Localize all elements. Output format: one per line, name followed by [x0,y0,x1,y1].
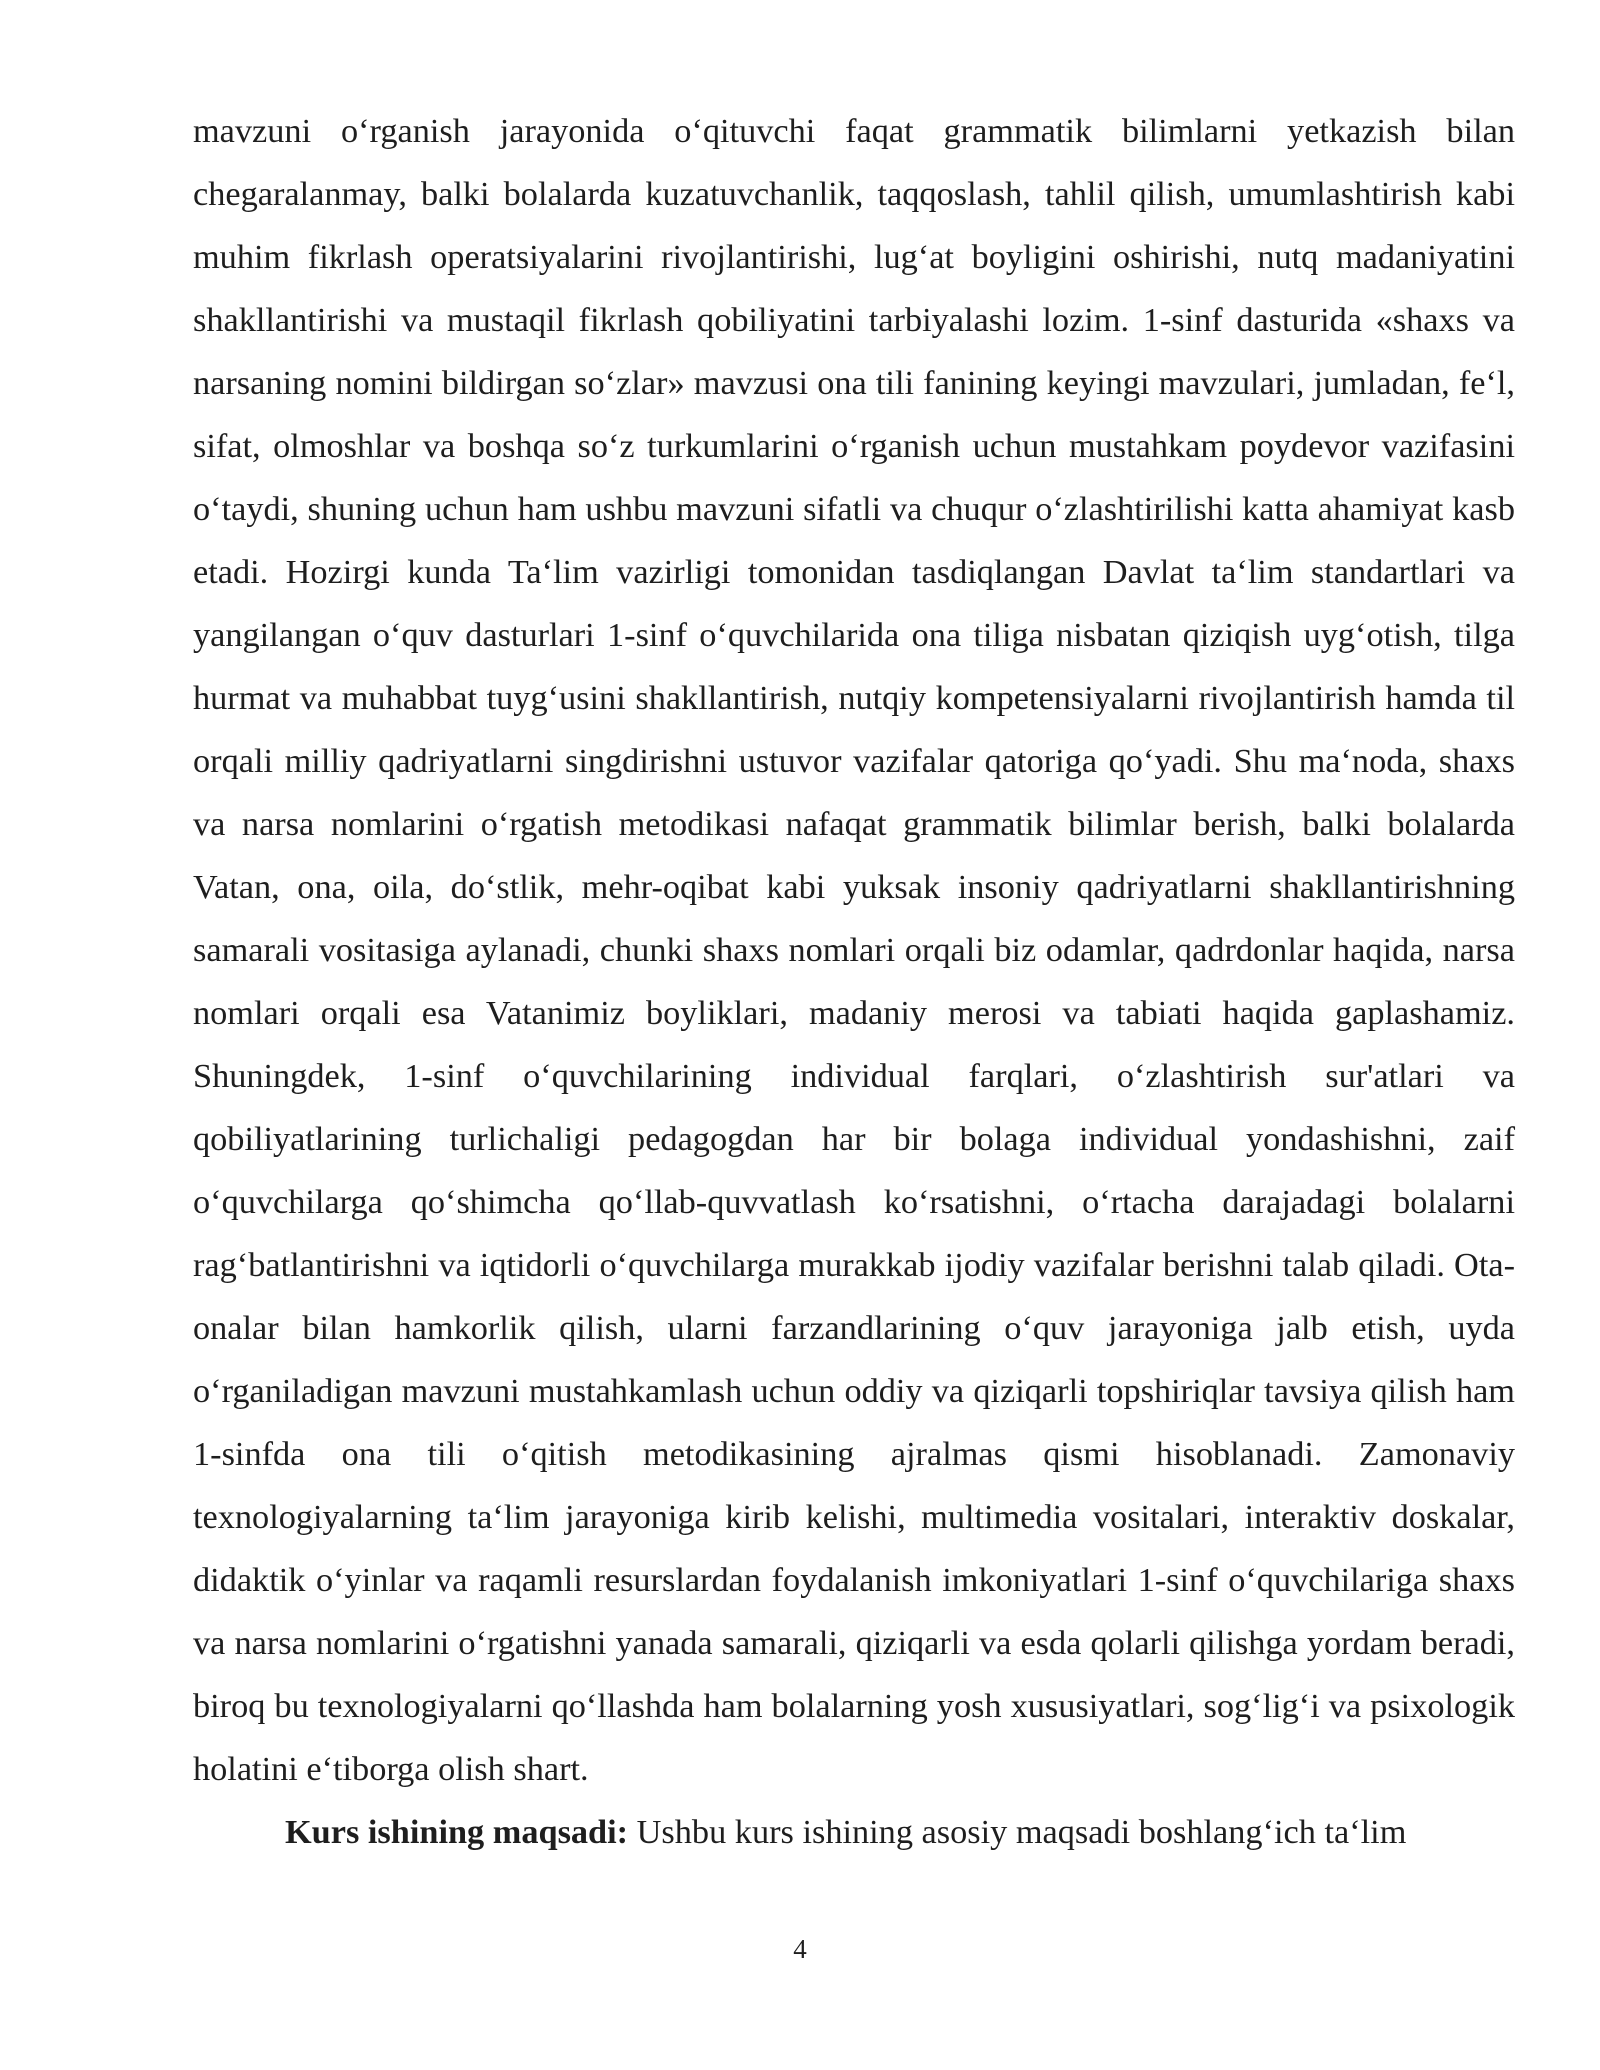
paragraph-main: mavzuni o‘rganish jarayonida o‘qituvchi faqat grammatik bilimlarni yetkazish bilan chegaralanmay, balki bolalarda kuzatuvchanlik, taqqoslash, tahlil qilish, umumlashtirish kabi muhim fikrlash operatsiyalarini rivojlantirishi, lug‘at boyligini oshirishi, nutq madaniyatini shakllantirishi va mustaqil fikrlash qobiliyatini tarbiyalashi lozim. 1-sinf dasturida «shaxs va narsaning nomini bildirgan so‘zlar» mavzusi ona tili fanining keyingi mavzulari, jumladan, fe‘l, sifat, olmoshlar va boshqa so‘z turkumlarini o‘rganish uchun mustahkam poydevor vazifasini o‘taydi, shuning uchun ham ushbu mavzuni sifatli va chuqur o‘zlashtirilishi katta ahamiyat kasb etadi. Hozirgi kunda Ta‘lim vazirligi tomonidan tasdiqlangan Davlat ta‘lim standartlari va yangilangan o‘quv dasturlari 1-sinf o‘quvchilarida ona tiliga nisbatan qiziqish uyg‘otish, tilga hurmat va muhabbat tuyg‘usini shakllantirish, nutqiy kompetensiyalarni rivojlantirish hamda til orqali milliy qadriyatlarni singdirishni ustuvor vazifalar qatoriga qo‘yadi. Shu ma‘noda, shaxs va narsa nomlarini o‘rgatish metodikasi nafaqat grammatik bilimlar berish, balki bolalarda Vatan, ona, oila, do‘stlik, mehr-oqibat kabi yuksak insoniy qadriyatlarni shakllantirishning samarali vositasiga aylanadi, chunki shaxs nomlari orqali biz odamlar, qadrdonlar haqida, narsa nomlari orqali esa Vatanimiz boyliklari, madaniy merosi va tabiati haqida gaplashamiz. Shuningdek, 1-sinf o‘quvchilarining individual farqlari, o‘zlashtirish sur'atlari va qobiliyatlarining turlichaligi pedagogdan har bir bolaga individual yondashishni, zaif o‘quvchilarga qo‘shimcha qo‘llab-quvvatlash ko‘rsatishni, o‘rtacha darajadagi bolalarni rag‘batlantirishni va iqtidorli o‘quvchilarga murakkab ijodiy vazifalar berishni talab qiladi. Ota-onalar bilan hamkorlik qilish, ularni farzandlarining o‘quv jarayoniga jalb etish, uyda o‘rganiladigan mavzuni mustahkamlash uchun oddiy va qiziqarli topshiriqlar tavsiya qilish ham 1-sinfda ona tili o‘qitish metodikasining ajralmas qismi hisoblanadi. Zamonaviy texnologiyalarning ta‘lim jarayoniga kirib kelishi, multimedia vositalari, interaktiv doskalar, didaktik o‘yinlar va raqamli resurslardan foydalanish imkoniyatlari 1-sinf o‘quvchilariga shaxs va narsa nomlarini o‘rgatishni yanada samarali, qiziqarli va esda qolarli qilishga yordam beradi, biroq bu texnologiyalarni qo‘llashda ham bolalarning yosh xususiyatlari, sog‘lig‘i va psixologik holatini e‘tiborga olish shart. [193,112,1515,1788]
page-number: 4 [793,1934,807,1964]
paragraph-goal [193,1801,1515,1864]
paragraph-goal-text: Ushbu kurs ishining asosiy maqsadi boshlang‘ich ta‘lim [628,1813,1407,1851]
body-text [193,100,1515,1864]
paragraph-goal-heading: Kurs ishining maqsadi: [285,1813,629,1851]
